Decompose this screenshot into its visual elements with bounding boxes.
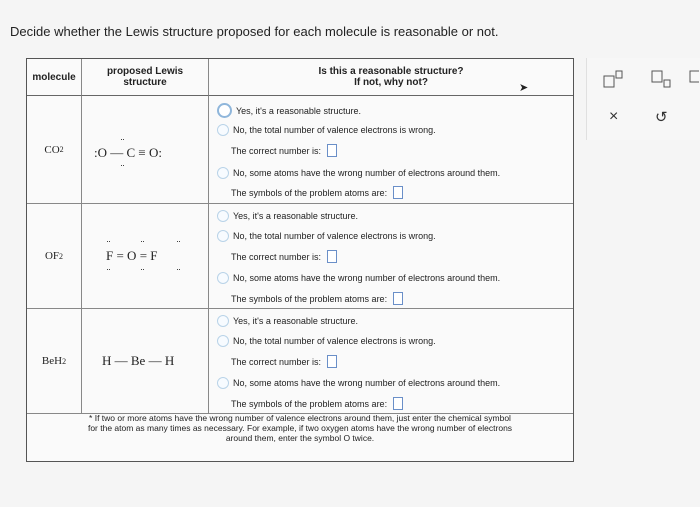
- close-icon[interactable]: ×: [609, 108, 619, 125]
- correct-number-beh2: The correct number is:: [231, 355, 337, 368]
- radio-wrong-total-co2[interactable]: [217, 124, 229, 136]
- correct-number-input-of2[interactable]: [327, 250, 337, 263]
- radio-some-atoms-co2[interactable]: [217, 167, 229, 179]
- header-proposed-line1: proposed Lewis: [106, 66, 184, 77]
- footnote-line2: for the atom as many times as necessary. For example, if two oxygen atoms have the wrong number of electrons: [87, 423, 513, 433]
- radio-some-atoms-of2[interactable]: [217, 272, 229, 284]
- molecule-beh2: BeH 2: [27, 309, 82, 413]
- header-question-line2: If not, why not?: [354, 77, 428, 88]
- lone-pair-dots: ··: [106, 264, 110, 274]
- table-row-co2: [27, 96, 573, 204]
- option-some-atoms-of2[interactable]: No, some atoms have the wrong number of electrons around them.: [217, 272, 500, 284]
- problem-atoms-co2: The symbols of the problem atoms are:: [231, 186, 403, 199]
- header-molecule: molecule: [27, 59, 82, 96]
- table-row-beh2: [27, 309, 573, 414]
- question-prompt: Decide whether the Lewis structure proposed for each molecule is reasonable or not.: [10, 24, 499, 39]
- header-proposed-structure: [82, 59, 209, 96]
- header-question-line1: Is this a reasonable structure?: [318, 66, 464, 77]
- answer-options-co2: [209, 96, 573, 203]
- footnote-line1: * If two or more atoms have the wrong number of valence electrons around them, just enter the chemical symbol: [89, 413, 511, 423]
- problem-atoms-input-of2[interactable]: [393, 292, 403, 305]
- correct-number-co2: The correct number is:: [231, 144, 337, 157]
- option-wrong-total-beh2[interactable]: No, the total number of valence electrons is wrong.: [217, 335, 436, 347]
- problem-atoms-input-co2[interactable]: [393, 186, 403, 199]
- option-yes-co2[interactable]: Yes, it's a reasonable structure.: [217, 103, 361, 118]
- radio-yes-beh2[interactable]: [217, 315, 229, 327]
- radio-wrong-total-of2[interactable]: [217, 230, 229, 242]
- table-row-of2: [27, 204, 573, 309]
- answer-options-of2: [209, 204, 573, 308]
- superscript-tool-icon[interactable]: [603, 70, 625, 91]
- partial-tool-icon[interactable]: [689, 70, 699, 91]
- correct-number-of2: The correct number is:: [231, 250, 337, 263]
- correct-number-input-co2[interactable]: [327, 144, 337, 157]
- problem-atoms-of2: The symbols of the problem atoms are:: [231, 292, 403, 305]
- lewis-structure-of2: [82, 204, 209, 308]
- lone-pair-dots: ··: [120, 134, 124, 144]
- correct-number-input-beh2[interactable]: [327, 355, 337, 368]
- problem-atoms-input-beh2[interactable]: [393, 397, 403, 410]
- problem-atoms-beh2: The symbols of the problem atoms are:: [231, 397, 403, 410]
- lone-pair-dots: ··: [176, 236, 180, 246]
- mouse-cursor-icon: ➤: [519, 82, 529, 94]
- lone-pair-dots: ··: [106, 236, 110, 246]
- option-some-atoms-beh2[interactable]: No, some atoms have the wrong number of electrons around them.: [217, 377, 500, 389]
- lewis-structure-beh2: [82, 309, 209, 413]
- subscript-tool-icon[interactable]: [651, 70, 673, 91]
- structure-formula-beh2: H — Be — H: [102, 353, 175, 368]
- option-yes-beh2[interactable]: Yes, it's a reasonable structure.: [217, 315, 358, 327]
- option-some-atoms-co2[interactable]: No, some atoms have the wrong number of electrons around them.: [217, 167, 500, 179]
- answer-options-beh2: [209, 309, 573, 413]
- radio-wrong-total-beh2[interactable]: [217, 335, 229, 347]
- lewis-structure-co2: [82, 96, 209, 203]
- footnote: [27, 413, 573, 443]
- lewis-structure-table: [26, 58, 574, 462]
- lone-pair-dots: ··: [140, 264, 144, 274]
- structure-formula-co2: :O — C ≡ O:: [94, 145, 163, 160]
- lone-pair-dots: ··: [120, 160, 124, 170]
- lone-pair-dots: ··: [140, 236, 144, 246]
- answer-tools-panel: [586, 58, 700, 140]
- radio-yes-of2[interactable]: [217, 210, 229, 222]
- option-wrong-total-of2[interactable]: No, the total number of valence electrons is wrong.: [217, 230, 436, 242]
- footnote-line3: around them, enter the symbol O twice.: [225, 433, 375, 443]
- radio-some-atoms-beh2[interactable]: [217, 377, 229, 389]
- molecule-of2: OF 2: [27, 204, 82, 308]
- structure-formula-of2: F = O = F: [106, 248, 158, 263]
- molecule-co2: CO 2: [27, 96, 82, 203]
- option-wrong-total-co2[interactable]: No, the total number of valence electrons is wrong.: [217, 124, 436, 136]
- lone-pair-dots: ··: [176, 264, 180, 274]
- header-proposed-line2: structure: [123, 77, 167, 88]
- option-yes-of2[interactable]: Yes, it's a reasonable structure.: [217, 210, 358, 222]
- undo-icon[interactable]: ↺: [655, 109, 668, 126]
- radio-yes-co2[interactable]: [217, 103, 232, 118]
